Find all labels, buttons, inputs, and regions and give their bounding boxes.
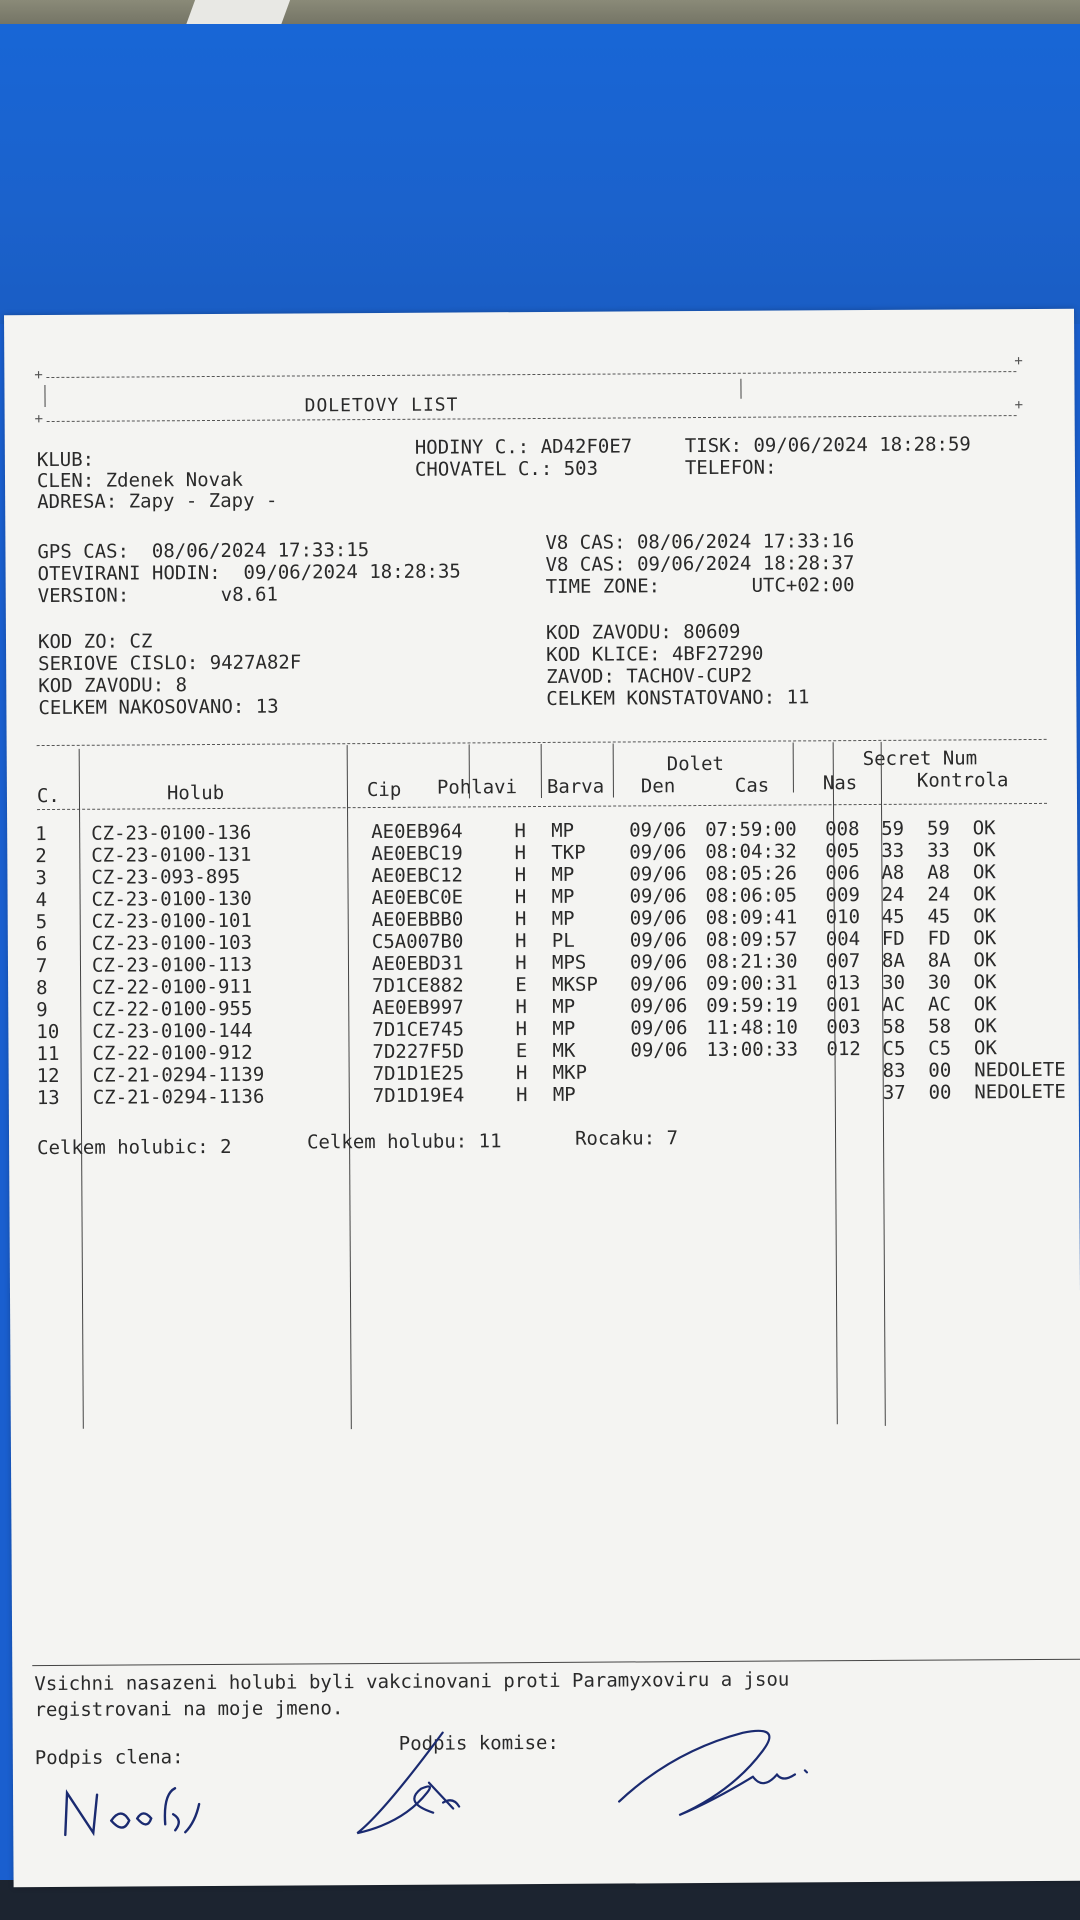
hodiny-line: HODINY C.: AD42F0E7 bbox=[414, 435, 633, 459]
arrival-time: 09:00:31 bbox=[706, 972, 798, 995]
pigeon-ring: CZ-23-0100-136 bbox=[91, 821, 252, 845]
chip-id: 7D1CE745 bbox=[372, 1018, 464, 1042]
secret-check: AC AC OK bbox=[882, 993, 997, 1016]
arrival-time: 08:09:57 bbox=[705, 928, 798, 951]
sex-code: H bbox=[514, 886, 527, 909]
basket-number bbox=[827, 1082, 879, 1104]
secret-check: 83 00 NEDOLETE bbox=[882, 1058, 1066, 1082]
oteviran-line: OTEVIRANI HODIN: 09/06/2024 18:28:35 bbox=[37, 560, 461, 586]
arrival-time bbox=[707, 1082, 827, 1105]
chip-id: AE0EBC12 bbox=[371, 864, 464, 888]
color-code: MK bbox=[552, 1039, 576, 1062]
gps-cas-line: GPS CAS: 08/06/2024 17:33:15 bbox=[37, 539, 370, 564]
basket-number: 012 bbox=[826, 1038, 861, 1061]
col-sep bbox=[469, 744, 470, 798]
row-number: 7 bbox=[35, 955, 48, 978]
sex-code: H bbox=[515, 930, 527, 953]
arrival-time: 08:09:41 bbox=[705, 906, 798, 929]
col-header-cas: Cas bbox=[734, 774, 770, 797]
row-number: 3 bbox=[35, 867, 47, 890]
kod-klice-line: KOD KLICE: 4BF27290 bbox=[546, 642, 764, 666]
arrival-time: 07:59:00 bbox=[705, 818, 797, 841]
pigeon-ring: CZ-22-0100-955 bbox=[92, 997, 253, 1021]
chip-id: AE0EB997 bbox=[372, 996, 464, 1020]
blue-desk-background bbox=[0, 24, 1080, 324]
telefon-line: TELEFON: bbox=[684, 456, 777, 480]
title-box-right bbox=[740, 379, 741, 399]
pigeon-ring: CZ-21-0294-1136 bbox=[92, 1085, 265, 1109]
nakosovano-line: CELKEM NAKOSOVANO: 13 bbox=[38, 695, 279, 720]
row-number: 6 bbox=[35, 933, 48, 956]
col-header-barva: Barva bbox=[546, 775, 605, 798]
col-sep bbox=[793, 742, 794, 792]
secret-check: 30 30 OK bbox=[882, 971, 997, 994]
version-line: VERSION: v8.61 bbox=[37, 583, 279, 608]
box-corner: + bbox=[1014, 353, 1023, 370]
title-box-bottom bbox=[47, 415, 1017, 422]
pigeon-ring: CZ-21-0294-1139 bbox=[92, 1063, 265, 1087]
arrival-day: 09/06 bbox=[629, 841, 687, 864]
color-code: MKP bbox=[552, 1061, 588, 1084]
kod-zavodu-right-line: KOD ZAVODU: 80609 bbox=[545, 620, 741, 644]
color-code: MKSP bbox=[552, 973, 598, 996]
secret-check: A8 A8 OK bbox=[881, 861, 996, 884]
arrival-day: 09/06 bbox=[629, 929, 688, 952]
box-corner: + bbox=[1014, 397, 1024, 414]
pigeon-ring: CZ-23-0100-131 bbox=[91, 843, 252, 867]
sex-code: H bbox=[514, 820, 526, 843]
basket-number: 005 bbox=[825, 840, 860, 863]
arrival-day bbox=[631, 1061, 707, 1083]
row-number: 2 bbox=[35, 845, 47, 868]
basket-number: 006 bbox=[825, 862, 860, 885]
chip-id: AE0EBC0E bbox=[371, 886, 464, 910]
time-zone-line: TIME ZONE: UTC+02:00 bbox=[545, 574, 855, 598]
pigeon-ring: CZ-23-0100-113 bbox=[91, 953, 253, 977]
sex-code: H bbox=[515, 996, 528, 1019]
arrival-time bbox=[707, 1060, 827, 1083]
pigeon-ring: CZ-23-0100-103 bbox=[91, 931, 253, 955]
klub-label: KLUB: bbox=[36, 448, 95, 472]
row-number: 13 bbox=[36, 1086, 60, 1110]
col-header-pohlavi: Pohlavi bbox=[436, 776, 518, 799]
chip-id: AE0EBBB0 bbox=[371, 908, 464, 932]
pigeon-ring: CZ-22-0100-911 bbox=[92, 975, 253, 999]
declaration-line-1: Vsichni nasazeni holubi byli vakcinovani proti Paramyxoviru a jsou bbox=[34, 1668, 790, 1696]
arrival-day: 09/06 bbox=[630, 1039, 688, 1062]
footer-rule bbox=[32, 1659, 1080, 1666]
total-rocaku: Rocaku: 7 bbox=[574, 1127, 679, 1150]
total-holubic: Celkem holubic: 2 bbox=[37, 1135, 232, 1160]
row-number: 1 bbox=[35, 823, 47, 846]
basket-number: 013 bbox=[826, 972, 861, 995]
sex-code: H bbox=[515, 1062, 528, 1085]
pigeon-ring: CZ-23-0100-130 bbox=[91, 887, 252, 911]
commission-signature-1 bbox=[343, 1712, 524, 1853]
color-code: PL bbox=[551, 929, 575, 952]
arrival-day: 09/06 bbox=[630, 973, 688, 996]
box-corner: + bbox=[34, 411, 44, 428]
secret-check: 24 24 OK bbox=[881, 883, 997, 906]
color-code: MP bbox=[552, 1017, 576, 1040]
arrival-time: 09:59:19 bbox=[706, 994, 798, 1017]
tisk-line: TISK: 09/06/2024 18:28:59 bbox=[684, 433, 971, 458]
box-corner: + bbox=[34, 367, 43, 384]
row-number: 8 bbox=[36, 977, 48, 1000]
row-number: 4 bbox=[35, 889, 48, 912]
pigeon-table bbox=[35, 817, 1066, 1109]
col-header-kontrola: Kontrola bbox=[916, 769, 1009, 792]
chip-id: 7D1CE882 bbox=[372, 974, 464, 998]
basket-number: 010 bbox=[825, 906, 861, 929]
basket-number: 001 bbox=[826, 994, 861, 1017]
arrival-time: 08:05:26 bbox=[705, 862, 798, 885]
podpis-clena-label: Podpis clena: bbox=[34, 1746, 184, 1770]
arrival-day: 09/06 bbox=[629, 885, 687, 908]
col-sep bbox=[613, 744, 614, 798]
secret-check: 59 59 OK bbox=[881, 817, 996, 840]
sex-code: H bbox=[514, 864, 527, 887]
color-code: MP bbox=[551, 885, 575, 908]
sex-code: E bbox=[515, 1040, 528, 1063]
pigeon-ring: CZ-23-093-895 bbox=[91, 865, 241, 889]
title-box-top bbox=[46, 371, 1016, 378]
clen-line: CLEN: Zdenek Novak bbox=[36, 468, 243, 493]
chip-id: AE0EB964 bbox=[371, 820, 463, 844]
basket-number: 003 bbox=[826, 1016, 861, 1039]
col-header-secret: Secret Num bbox=[862, 747, 978, 771]
chip-id: C5A007B0 bbox=[371, 930, 464, 954]
color-code: MP bbox=[552, 1083, 576, 1106]
pigeon-table-body bbox=[35, 817, 1066, 1109]
v8-cas-line-2: V8 CAS: 09/06/2024 18:28:37 bbox=[545, 552, 855, 576]
basket-number: 004 bbox=[825, 928, 861, 951]
arrival-day: 09/06 bbox=[629, 907, 687, 930]
basket-number: 009 bbox=[825, 884, 860, 907]
color-code: TKP bbox=[551, 841, 586, 864]
page-title: DOLETOVY LIST bbox=[304, 394, 459, 417]
col-header-cip: Cip bbox=[366, 778, 402, 802]
arrival-day: 09/06 bbox=[630, 1017, 688, 1040]
arrival-day: 09/06 bbox=[629, 863, 687, 886]
secret-check: 45 45 OK bbox=[881, 905, 997, 928]
sex-code: H bbox=[515, 1084, 528, 1107]
arrival-day bbox=[631, 1083, 707, 1105]
chip-id: 7D227F5D bbox=[372, 1040, 465, 1064]
col-header-dolet: Dolet bbox=[666, 752, 725, 776]
col-header-nas: Nas bbox=[822, 772, 858, 795]
pigeon-ring: CZ-23-0100-101 bbox=[91, 909, 252, 933]
sex-code: H bbox=[515, 952, 527, 975]
col-header-holub: Holub bbox=[166, 781, 225, 805]
basket-number: 008 bbox=[825, 818, 860, 841]
konstatovano-line: CELKEM KONSTATOVANO: 11 bbox=[546, 686, 810, 710]
sex-code: H bbox=[515, 1018, 528, 1041]
declaration-line-2: registrovani na moje jmeno. bbox=[34, 1697, 344, 1722]
sex-code: E bbox=[515, 974, 527, 997]
color-code: MP bbox=[551, 819, 575, 842]
seriove-cislo-line: SERIOVE CISLO: 9427A82F bbox=[38, 651, 302, 676]
color-code: MP bbox=[551, 907, 575, 930]
kod-zavodu-left-line: KOD ZAVODU: 8 bbox=[38, 674, 188, 698]
row-number: 5 bbox=[35, 911, 48, 934]
chip-id: 7D1D19E4 bbox=[372, 1084, 465, 1108]
adresa-line: ADRESA: Zapy - Zapy - bbox=[37, 489, 278, 514]
col-header-den: Den bbox=[640, 775, 676, 798]
arrival-day: 09/06 bbox=[629, 819, 687, 842]
color-code: MP bbox=[551, 863, 575, 886]
sex-code: H bbox=[514, 842, 527, 865]
row-number: 10 bbox=[36, 1020, 60, 1044]
arrival-day: 09/06 bbox=[629, 951, 688, 974]
v8-cas-line-1: V8 CAS: 08/06/2024 17:33:16 bbox=[545, 530, 855, 554]
col-sep bbox=[541, 744, 542, 798]
basket-number: 007 bbox=[825, 950, 861, 973]
total-holubu: Celkem holubu: 11 bbox=[307, 1130, 502, 1154]
chip-id: AE0EBD31 bbox=[371, 952, 464, 976]
arrival-day: 09/06 bbox=[630, 995, 688, 1018]
secret-check: C5 C5 OK bbox=[882, 1037, 997, 1060]
pigeon-ring: CZ-23-0100-144 bbox=[92, 1019, 253, 1043]
kod-zo-line: KOD ZO: CZ bbox=[37, 630, 153, 654]
chovatel-line: CHOVATEL C.: 503 bbox=[414, 457, 599, 481]
chip-id: AE0EBC19 bbox=[371, 842, 463, 866]
arrival-time: 08:04:32 bbox=[705, 840, 797, 863]
secret-check: FD FD OK bbox=[881, 927, 997, 950]
secret-check: 33 33 OK bbox=[881, 839, 996, 862]
sex-code: H bbox=[514, 908, 527, 931]
row-number: 9 bbox=[36, 999, 48, 1022]
doletovy-list-sheet bbox=[4, 309, 1080, 1888]
row-number: 11 bbox=[36, 1042, 60, 1066]
arrival-time: 13:00:33 bbox=[706, 1038, 799, 1061]
member-signature bbox=[53, 1774, 233, 1855]
podpis-komise-label: Podpis komise: bbox=[398, 1731, 559, 1755]
color-code: MP bbox=[552, 995, 576, 1018]
row-number: 12 bbox=[36, 1064, 60, 1088]
chip-id: 7D1D1E25 bbox=[372, 1062, 465, 1086]
pigeon-ring: CZ-22-0100-912 bbox=[92, 1041, 253, 1065]
zavod-line: ZAVOD: TACHOV-CUP2 bbox=[546, 664, 753, 688]
arrival-time: 08:06:05 bbox=[705, 884, 798, 907]
basket-number bbox=[827, 1060, 879, 1082]
secret-check: 58 58 OK bbox=[882, 1015, 997, 1038]
commission-signature-2 bbox=[613, 1710, 834, 1831]
title-box-left bbox=[44, 385, 45, 407]
secret-check: 8A 8A OK bbox=[881, 949, 997, 972]
arrival-time: 11:48:10 bbox=[706, 1016, 798, 1039]
arrival-time: 08:21:30 bbox=[705, 950, 798, 973]
secret-check: 37 00 NEDOLETE bbox=[882, 1080, 1066, 1104]
col-header-no: C. bbox=[36, 784, 60, 808]
color-code: MPS bbox=[551, 951, 587, 974]
